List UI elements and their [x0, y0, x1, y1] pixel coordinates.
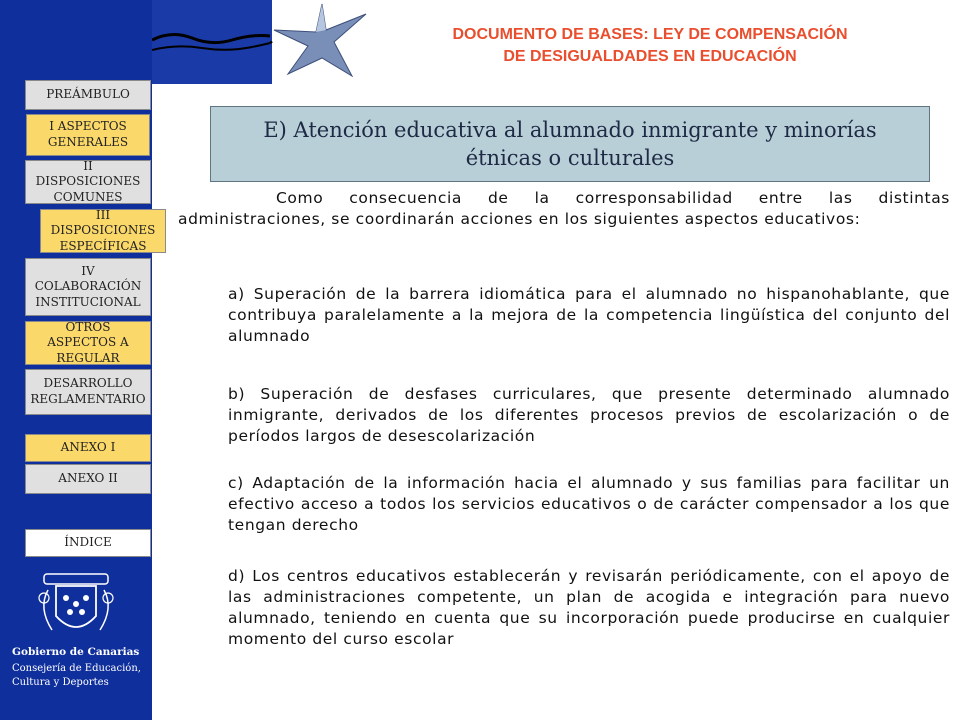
list-item-a: a) Superación de la barrera idiomática para el alumnado no hispanohablante, que contribuya paralelamente a la mejora de la competencia lingüística del conjunto del alumnado [228, 285, 950, 345]
department-line1: Consejería de Educación, [12, 663, 141, 674]
intro-paragraph: Como consecuencia de la corresponsabilidad entre las distintas administraciones, se coordinarán acciones en los siguientes aspectos educativos: [178, 189, 950, 228]
department-name [12, 662, 142, 690]
document-title [370, 24, 930, 68]
nav-anexo-2-button[interactable]: ANEXO II [25, 464, 151, 494]
document-title-line2: DE DESIGUALDADES EN EDUCACIÓN [503, 48, 797, 65]
nav-indice-button[interactable]: ÍNDICE [25, 529, 151, 557]
list-item-c: c) Adaptación de la información hacia el alumnado y sus familias para facilitar un efectivo acceso a todos los servicios educativos o de carácter compensador a los que tengan derecho [228, 474, 950, 534]
nav-preambulo-button[interactable]: PREÁMBULO [25, 80, 151, 110]
nav-colaboracion-institucional-button[interactable]: IV COLABORACIÓN INSTITUCIONAL [25, 258, 151, 316]
government-name: Gobierno de Canarias [12, 646, 140, 658]
document-title-line1: DOCUMENTO DE BASES: LEY DE COMPENSACIÓN [452, 26, 848, 43]
nav-anexo-1-button[interactable]: ANEXO I [25, 434, 151, 462]
list-item-b: b) Superación de desfases curriculares, que presente determinado alumnado inmigrante, derivados de los diferentes procesos previos de escolarización o de períodos largos de desescolarización [228, 385, 950, 445]
section-heading: E) Atención educativa al alumnado inmigrante y minorías étnicas o culturales [210, 106, 930, 182]
nav-disposiciones-comunes-button[interactable]: II DISPOSICIONES COMUNES [25, 160, 151, 204]
nav-aspectos-generales-button[interactable]: I ASPECTOS GENERALES [26, 114, 150, 156]
nav-disposiciones-especificas-button[interactable]: III DISPOSICIONES ESPECÍFICAS [40, 209, 166, 253]
department-line2: Cultura y Deportes [12, 677, 109, 688]
wave-star-logo [152, 0, 372, 84]
nav-otros-aspectos-button[interactable]: OTROS ASPECTOS A REGULAR [25, 321, 151, 365]
nav-desarrollo-reglamentario-button[interactable]: DESARROLLO REGLAMENTARIO [25, 369, 151, 415]
coat-of-arms-icon [0, 568, 152, 720]
list-item-d: d) Los centros educativos establecerán y revisarán periódicamente, con el apoyo de las administraciones competente, un plan de acogida e integración para nuevo alumnado, teniendo en cuenta que su incorporación puede producirse en cualquier momento del curso escolar [228, 567, 950, 648]
